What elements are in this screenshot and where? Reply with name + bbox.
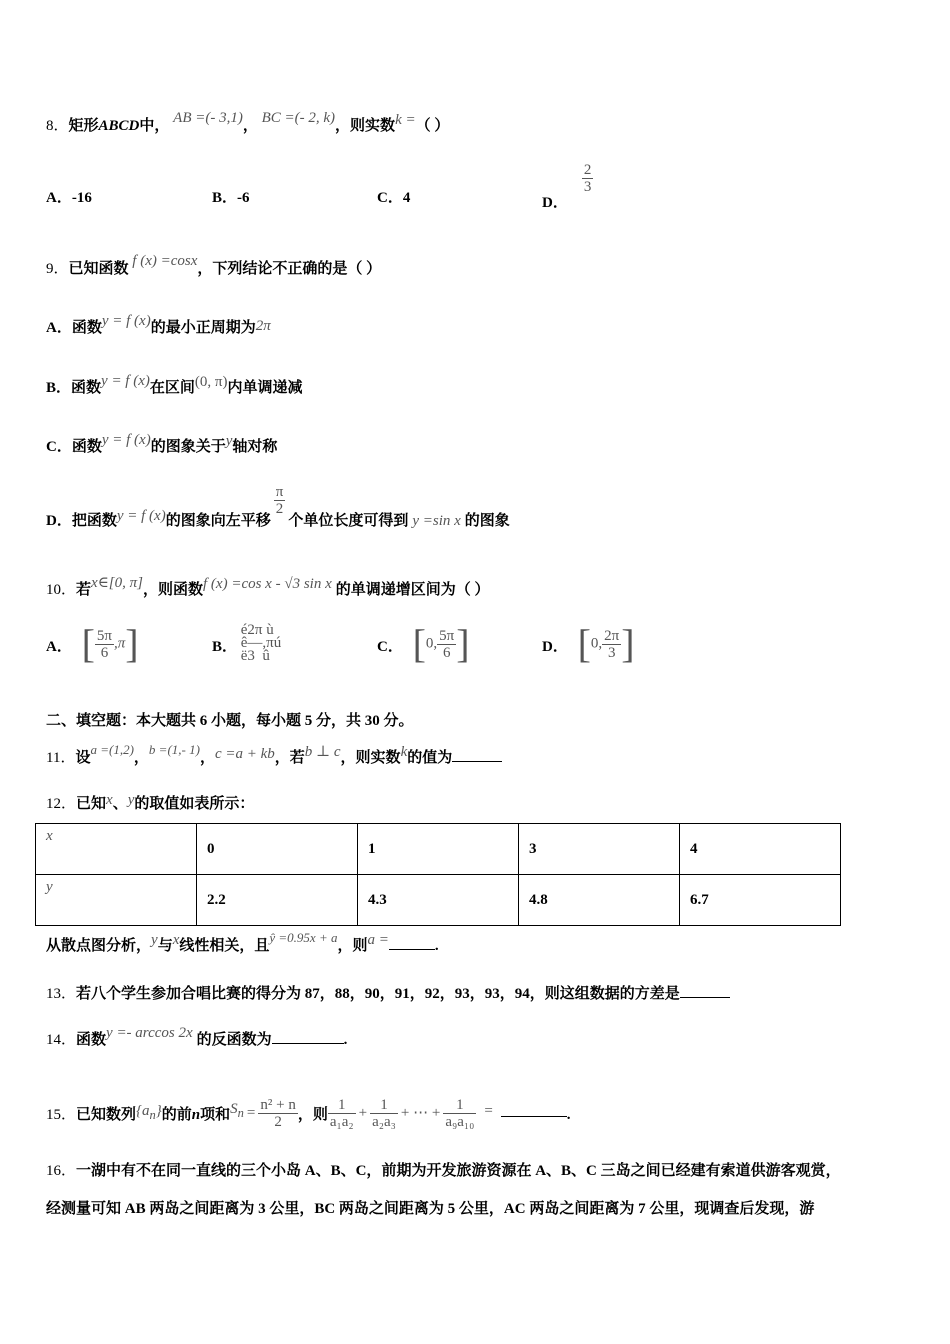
q13-stem: 13．若八个学生参加合唱比赛的得分为 87，88，90，91，92，93，93，94，则这组数据的方差是 xyxy=(46,982,730,1003)
xy-table xyxy=(35,823,841,926)
q8-stem: 8．矩形ABCD中， AB =(- 3,1)， BC =(- 2, k)，则实数k =（ ） xyxy=(46,110,450,134)
table-row xyxy=(36,875,841,926)
table-cell: 3 xyxy=(519,824,680,875)
q12-stem: 12．已知x、y的取值如表所示： xyxy=(46,792,255,812)
q10-option-c[interactable]: C． [0, $\frac{5\pi}{6}$ ] xyxy=(377,621,470,666)
q8-option-b[interactable]: B．-6 xyxy=(212,190,250,206)
q8-option-a[interactable]: A．-16 xyxy=(46,190,92,206)
q16-line1: 16．一湖中有不在同一直线的三个小岛 A、B、C，前期为开发旅游资源在 A、B、C 三岛之间已经建有索道供游客观赏， xyxy=(46,1163,841,1179)
table-row xyxy=(36,824,841,875)
q9-option-a[interactable]: A．函数y = f (x)的最小正周期为2π xyxy=(46,313,271,336)
q9-func: f (x) =cosx xyxy=(132,253,198,269)
vector-bc: BC =(- 2, k) xyxy=(261,110,336,126)
table-cell: 1 xyxy=(358,824,519,875)
q10-stem: 10．若x∈[0, π]，则函数f (x) =cos x - √3 sin x 的单调递增区间为（ ） xyxy=(46,575,490,598)
q9-option-c[interactable]: C．函数y = f (x)的图象关于y轴对称 xyxy=(46,432,278,455)
table-cell: 6.7 xyxy=(680,875,841,926)
q8-number: 8． xyxy=(46,118,69,134)
q8-option-d[interactable]: D． $\frac{2}{3}$ xyxy=(542,162,592,211)
q8-option-c[interactable]: C．4 xyxy=(377,190,411,206)
q9-option-d[interactable]: D．把函数y = f (x)的图象向左平移 $\frac{\pi}{2}$ 个单位长度可得到 y =sin x 的图象 xyxy=(46,484,510,529)
q13-answer-blank[interactable] xyxy=(680,997,730,998)
q12-followup: 从散点图分析，y与x线性相关，且ŷ =0.95x + a，则a = . xyxy=(46,930,439,954)
rect-name: ABCD xyxy=(98,118,140,134)
q14-stem: 14．函数y =- arccos 2x 的反函数为 . xyxy=(46,1025,348,1048)
q9-stem: 9．已知函数 f (x) =cosx，下列结论不正确的是（ ） xyxy=(46,253,382,277)
q10-option-d[interactable]: D． [0, $\frac{2\pi}{3}$ ] xyxy=(542,621,635,666)
q15-answer-blank[interactable] xyxy=(501,1116,567,1117)
q16-line2: 经测量可知 AB 两岛之间距离为 3 公里，BC 两岛之间距离为 5 公里，AC 两岛之间距离为 7 公里，现调查后发现，游 xyxy=(46,1201,815,1217)
q15-stem: 15．已知数列$\{a_n\}$的前n项和$S_n$ = $\frac{\text{n² + n}}{2}$ ，则 $\frac{1}{\text{a₁a₂}}$ + $\frac{1}{\text{a₂a₃}}$ + ⋯ + $\frac{1}{\text{a₉a₁₀}}$ = . xyxy=(46,1097,571,1130)
table-cell: x xyxy=(36,824,197,875)
q9-option-b[interactable]: B．函数y = f (x)在区间(0, π)内单调递减 xyxy=(46,373,303,396)
vector-ab: AB =(- 3,1) xyxy=(173,110,243,126)
table-cell: 0 xyxy=(197,824,358,875)
q10-option-a[interactable]: A． [ $\frac{5\pi}{6}$ ,π] xyxy=(46,621,139,666)
q11-answer-blank[interactable] xyxy=(452,761,502,762)
table-cell: y xyxy=(36,875,197,926)
q14-answer-blank[interactable] xyxy=(272,1043,344,1044)
table-cell: 4.3 xyxy=(358,875,519,926)
table-cell: 4 xyxy=(680,824,841,875)
q10-option-b[interactable]: B． é2π ù ê—,πú ë3 û xyxy=(212,622,282,664)
table-cell: 4.8 xyxy=(519,875,680,926)
section-heading: 二、填空题：本大题共 6 小题，每小题 5 分，共 30 分。 xyxy=(46,713,414,729)
q12-answer-blank[interactable] xyxy=(389,949,435,950)
table-cell: 2.2 xyxy=(197,875,358,926)
q11-stem: 11．设a =(1,2)，b =(1,- 1)，c =a + kb，若b ⊥ c，则实数k的值为 xyxy=(46,746,502,767)
